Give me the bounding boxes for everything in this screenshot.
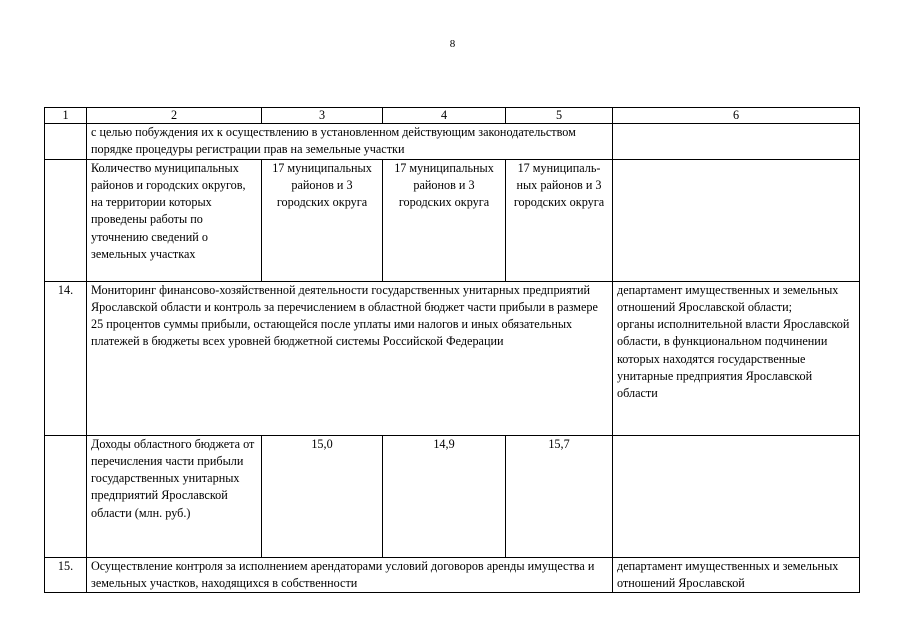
row-number-cell xyxy=(45,159,87,281)
header-col-2: 2 xyxy=(87,108,262,124)
row-number-cell xyxy=(45,124,87,160)
responsible-cell xyxy=(613,435,860,557)
indicator-value-col4: 14,9 xyxy=(383,435,506,557)
table-row xyxy=(45,124,860,160)
responsible-text: департамент имущественных и земельных отношений Ярославской области; органы исполнительной власти Ярославской области, в функциональном подчинении которых находятся государственные унитарные предприятия Ярославской области xyxy=(613,281,860,435)
header-col-4: 4 xyxy=(383,108,506,124)
header-col-1: 1 xyxy=(45,108,87,124)
continuation-text: с целью побуждения их к осуществлению в установленном действующим законодательством порядке процедуры регистрации прав на земельные участки xyxy=(87,124,613,160)
table-row xyxy=(45,159,860,281)
indicator-value-col5: 15,7 xyxy=(506,435,613,557)
indicator-label: Доходы областного бюджета от перечисления части прибыли государственных унитарных предприятий Ярославской области (млн. руб.) xyxy=(87,435,262,557)
header-col-5: 5 xyxy=(506,108,613,124)
measure-text: Мониторинг финансово-хозяйственной деятельности государственных унитарных предприятий Ярославской области и контроль за перечислением в областной бюджет части прибыли в размере 25 процентов суммы прибыли, остающейся после уплаты ими налогов и иных обязательных платежей в бюджеты всех уровней бюджетной системы Российской Федерации xyxy=(87,281,613,435)
table-row xyxy=(45,557,860,593)
indicator-value-col3: 17 муниципальных районов и 3 городских округа xyxy=(262,159,383,281)
indicator-value-col5: 17 муниципаль-ных районов и 3 городских округа xyxy=(506,159,613,281)
header-col-6: 6 xyxy=(613,108,860,124)
responsible-text: департамент имущественных и земельных отношений Ярославской xyxy=(613,557,860,593)
indicator-label: Количество муниципальных районов и городских округов, на территории которых проведены работы по уточнению сведений о земельных участках xyxy=(87,159,262,281)
table-header-row xyxy=(45,108,860,124)
header-col-3: 3 xyxy=(262,108,383,124)
indicator-value-col4: 17 муниципальных районов и 3 городских округа xyxy=(383,159,506,281)
measures-table xyxy=(44,107,860,593)
page-number: 8 xyxy=(449,38,456,50)
responsible-cell xyxy=(613,124,860,160)
responsible-cell xyxy=(613,159,860,281)
table-row xyxy=(45,281,860,435)
table-row xyxy=(45,435,860,557)
measure-text: Осуществление контроля за исполнением арендаторами условий договоров аренды имущества и земельных участков, находящихся в собственности xyxy=(87,557,613,593)
row-number: 14. xyxy=(45,281,87,435)
row-number: 15. xyxy=(45,557,87,593)
indicator-value-col3: 15,0 xyxy=(262,435,383,557)
row-number-cell xyxy=(45,435,87,557)
